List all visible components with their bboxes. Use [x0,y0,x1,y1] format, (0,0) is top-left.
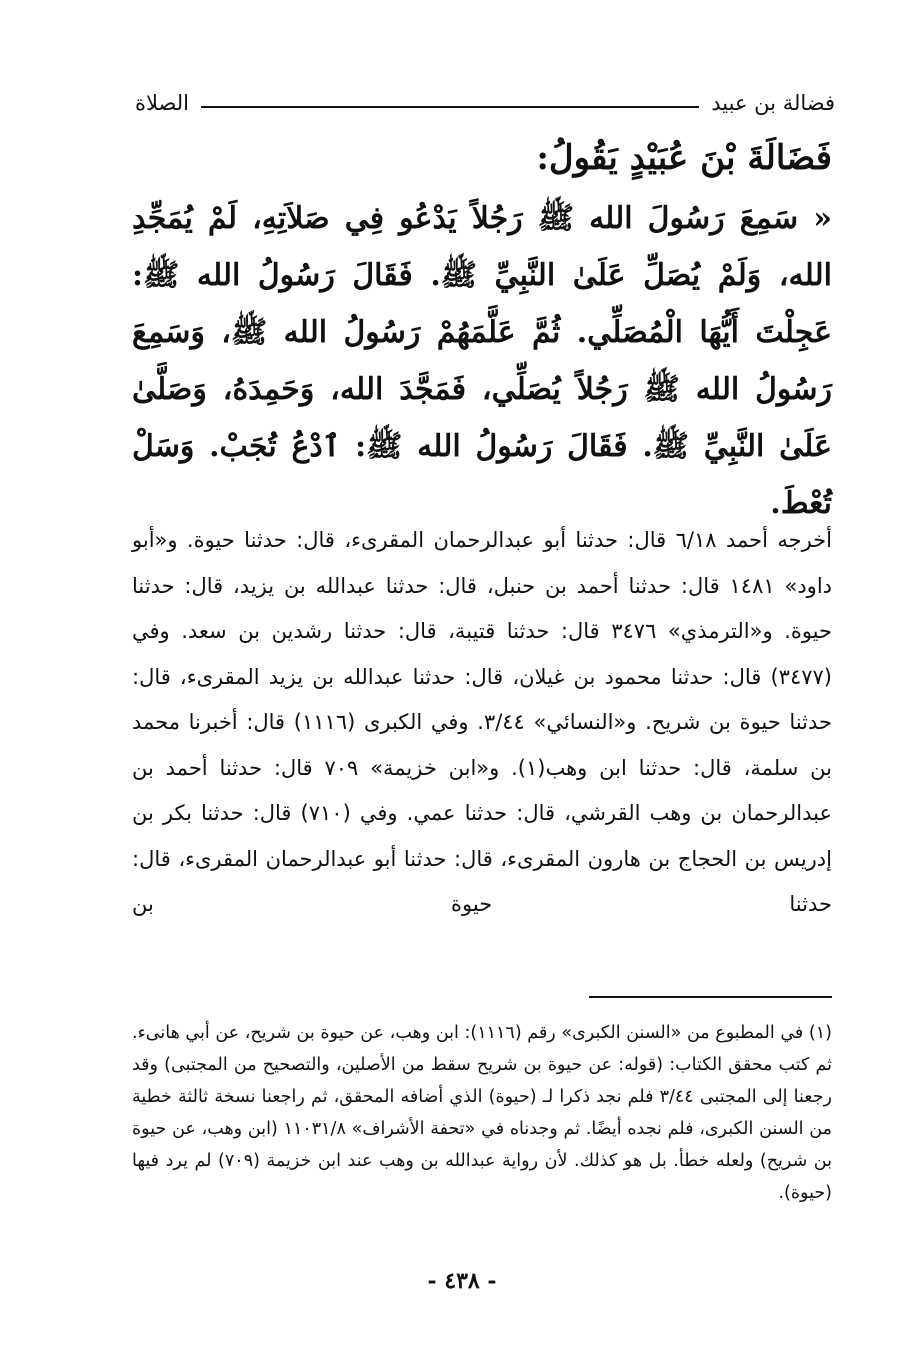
header-rule [201,106,699,108]
running-header [135,86,835,120]
footnote-separator [589,996,832,998]
header-section: الصلاة [135,91,189,115]
takhrij-paragraph: أخرجه أحمد ٦/١٨ قال: حدثنا أبو عبدالرحمان المقرىء، قال: حدثنا حيوة. و«أبو داود» ١٤٨١ قال: حدثنا أحمد بن حنبل، قال: حدثنا عبدالله بن يزيد، قال: حدثنا حيوة. و«الترمذي» ٣٤٧٦ قال: حدثنا قتيبة، قال: حدثنا رشدين بن سعد. وفي (٣٤٧٧) قال: حدثنا محمود بن غيلان، قال: حدثنا عبدالله بن يزيد المقرىء، قال: حدثنا حيوة بن شريح. و«النسائي» ٣/٤٤. وفي الكبرى (١١١٦) قال: أخبرنا محمد بن سلمة، قال: حدثنا ابن وهب(١). و«ابن خزيمة» ٧٠٩ قال: حدثنا أحمد بن عبدالرحمان بن وهب القرشي، قال: حدثنا عمي. وفي (٧١٠) قال: حدثنا بكر بن إدريس بن الحجاج بن هارون المقرىء، قال: حدثنا أبو عبدالرحمان المقرىء، قال: حدثنا حيوة بن [132,528,833,916]
hadith-text: « سَمِعَ رَسُولَ الله ﷺ رَجُلاً يَدْعُو فِي صَلاَتِهِ، لَمْ يُمَجِّدِ الله، وَلَمْ يُصَلِّ عَلَىٰ النَّبِيِّ ﷺ. فَقَالَ رَسُولُ الله ﷺ: عَجِلْتَ أَيُّهَا الْمُصَلِّي. ثُمَّ عَلَّمَهُمْ رَسُولُ الله ﷺ، وَسَمِعَ رَسُولُ الله ﷺ رَجُلاً يُصَلِّي، فَمَجَّدَ الله، وَحَمِدَهُ، وَصَلَّىٰ عَلَىٰ النَّبِيِّ ﷺ. فَقَالَ رَسُولُ الله ﷺ: ٱدْعُ تُجَبْ. وَسَلْ تُعْطَ. [132,201,832,521]
header-chapter: فضالة بن عبيد [711,91,835,115]
footnote: (١) في المطبوع من «السنن الكبرى» رقم (١١١٦): ابن وهب، عن حيوة بن شريح، عن أبي هانىء. ثم كتب محقق الكتاب: (قوله: عن حيوة بن شريح سقط من الأصلين، والتصحيح من المجتبى) وقد رجعنا إلى المجتبى ٣/٤٤ فلم نجد ذكرا لـ (حيوة) الذي أضافه المحقق، ثم راجعنا نسخة ثالثة خطية من السنن الكبرى، فلم نجده أيضًا. ثم وجدناه في «تحفة الأشراف» ١١٠٣١/٨ (ابن وهب، عن حيوة بن شريح) ولعله خطأ. بل هو كذلك. لأن رواية عبدالله بن وهب عند ابن خزيمة (٧٠٩) لم يرد فيها (حيوة). [132,1023,833,1203]
page-number: - ٤٣٨ - [427,1268,497,1294]
narrator-heading: فَضَالَةَ بْنَ عُبَيْدٍ يَقُولُ: [536,138,832,178]
